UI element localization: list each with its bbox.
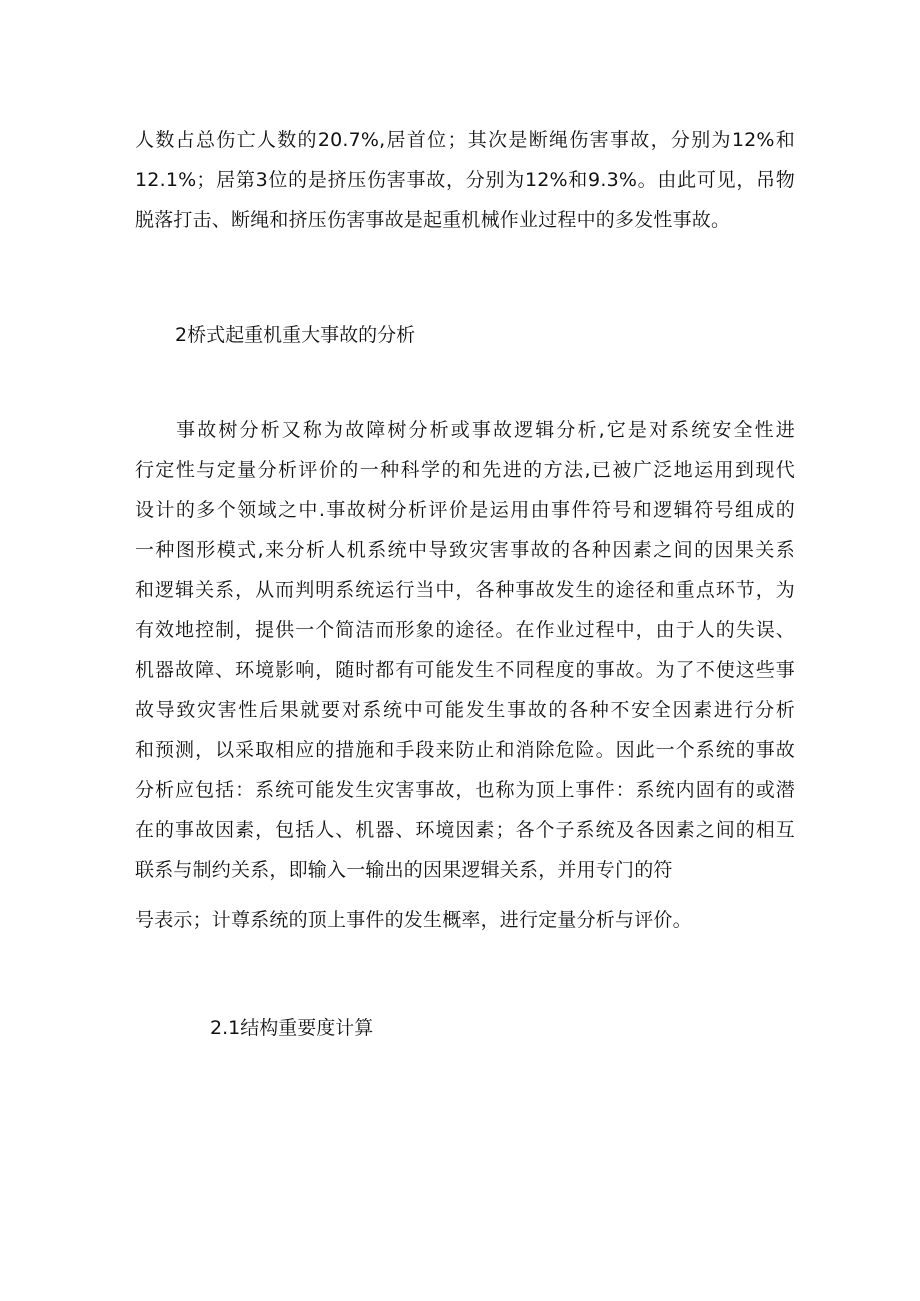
text-line: 和预测，以采取相应的措施和手段来防止和消除危险。因此一个系统的事故 — [135, 739, 795, 761]
text-line: 事故树分析又称为故障树分析或事故逻辑分析,它是对系统安全性进 — [155, 419, 795, 441]
text-line: 和逻辑关系，从而判明系统运行当中，各种事故发生的途径和重点环节，为 — [135, 579, 795, 601]
text-line: 脱落打击、断绳和挤压伤害事故是起重机械作业过程中的多发性事故。 — [135, 209, 731, 231]
paragraph-fault-tree-analysis — [135, 410, 795, 890]
text-line: 在的事故因素，包括人、机器、环境因素；各个子系统及各因素之间的相互 — [135, 819, 795, 841]
text-line: 联系与制约关系，即输入一输出的因果逻辑关系，并用专门的符 — [135, 859, 673, 881]
paragraph-continuation — [135, 900, 795, 940]
text-line: 故导致灾害性后果就要对系统中可能发生事故的各种不安全因素进行分析 — [135, 699, 795, 721]
paragraph-accident-statistics — [135, 120, 795, 240]
text-line: 号表示；计尊系统的顶上事件的发生概率，进行定量分析与评价。 — [135, 909, 692, 931]
text-line: 12.1%；居第3位的是挤压伤害事故，分别为12%和9.3%。由此可见，吊物 — [135, 169, 795, 191]
text-line: 行定性与定量分析评价的一种科学的和先进的方法,已被广泛地运用到现代 — [135, 459, 795, 481]
text-line: 设计的多个领域之中.事故树分析评价是运用由事件符号和逻辑符号组成的 — [135, 499, 795, 521]
section-heading-2-1: 2.1结构重要度计算 — [210, 1017, 374, 1039]
text-line: 一种图形模式,来分析人机系统中导致灾害事故的各种因素之间的因果关系 — [135, 539, 795, 561]
text-line: 机器故障、环境影响，随时都有可能发生不同程度的事故。为了不使这些事 — [135, 659, 795, 681]
section-heading-2: 2桥式起重机重大事故的分析 — [175, 324, 416, 346]
text-line: 分析应包括：系统可能发生灾害事故，也称为顶上事件：系统内固有的或潜 — [135, 779, 795, 801]
text-line: 人数占总伤亡人数的20.7%,居首位；其次是断绳伤害事故，分别为12%和 — [135, 129, 795, 151]
text-line: 有效地控制，提供一个简洁而形象的途径。在作业过程中，由于人的失误、 — [135, 619, 795, 641]
